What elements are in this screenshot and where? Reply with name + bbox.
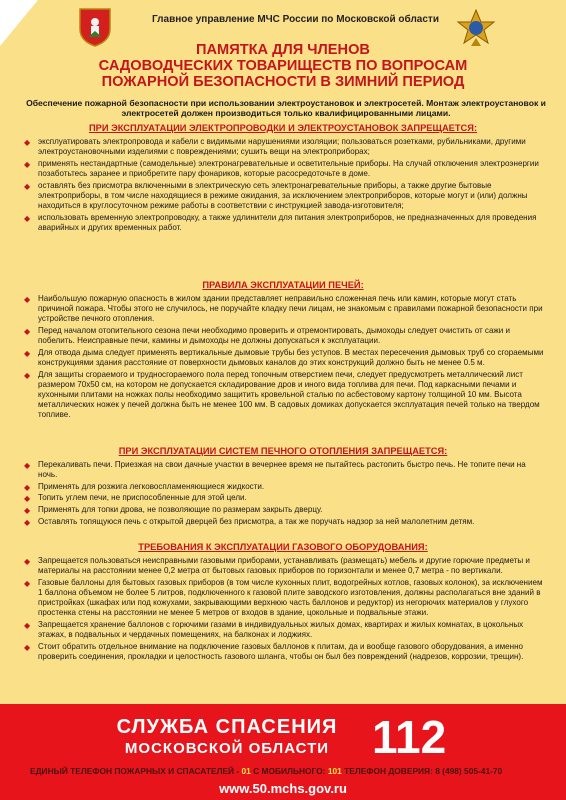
phone-main: 01 bbox=[241, 766, 251, 776]
bullet-icon: ◆ bbox=[24, 213, 31, 223]
list-electrical bbox=[22, 137, 546, 234]
website-link[interactable]: www.50.mchs.gov.ru bbox=[219, 781, 347, 796]
title-line: ПОЖАРНОЙ БЕЗОПАСНОСТИ В ЗИМНИЙ ПЕРИОД bbox=[101, 74, 465, 90]
list-item: ◆ применять нестандартные (самодельные) электронагревательные и осветительные приборы. На случай отключения электроэнергии позаботьтесь заранее и приобретите пару фонариков, которые расосредоточьте в доме. bbox=[24, 158, 539, 178]
phone-line bbox=[30, 766, 550, 776]
bullet-icon: ◆ bbox=[24, 327, 31, 336]
mobile-label: С МОБИЛЬНОГО: bbox=[253, 766, 326, 776]
bullet-icon: ◆ bbox=[24, 621, 31, 630]
emergency-number: 112 bbox=[372, 711, 447, 763]
bullet-icon: ◆ bbox=[24, 461, 31, 470]
bullet-icon: ◆ bbox=[24, 295, 31, 304]
section-title-gas: ТРЕБОВАНИЯ К ЭКСПЛУАТАЦИИ ГАЗОВОГО ОБОРУДОВАНИЯ: bbox=[138, 542, 428, 552]
bullet-icon: ◆ bbox=[24, 159, 31, 169]
corner-decoration bbox=[0, 0, 38, 46]
list-item: ◆ Стоит обратить отдельное внимание на подключение газовых баллонов к плитам, да и вообще газового оборудования, а именно проверить соединения, прокладки и целостность газового шланга, чтобы он был без повреждений (надрезов, коррозии, трещин). bbox=[24, 641, 524, 661]
moscow-region-coat-of-arms-icon bbox=[78, 7, 112, 47]
list-item: ◆ Для защиты сгораемого и трудносгораемого пола перед топочным отверстием печи, следует предусмотреть металлический лист размером 70х50 см, на котором не допускается складирование дров и иного вида топлива для печи. Под каркасными печами и кухонными плитами на ножках полы необходимо защитить кровельной сталью по асбестовому картону толщиной 10 мм. Высота металлических ножек у печей должна быть не менее 100 мм. В садовых домиках допускается эксплуатация печей только на твердом топливе. bbox=[24, 369, 540, 420]
title-line: ПАМЯТКА ДЛЯ ЧЛЕНОВ bbox=[196, 42, 370, 58]
list-item: ◆ Топить углем печи, не приспособленные для этой цели. bbox=[24, 493, 247, 504]
bullet-icon: ◆ bbox=[24, 557, 31, 566]
list-item: ◆ Перед началом отопительного сезона печи необходимо проверить и отремонтировать, дымоходы следует очистить от сажи и побелить. Неисправные печи, камины и дымоходы не должны допускаться к эксплуатации. bbox=[24, 326, 511, 346]
bullet-icon: ◆ bbox=[24, 517, 31, 527]
bullet-icon: ◆ bbox=[24, 578, 31, 588]
trust-number: 8 (498) 505-41-70 bbox=[435, 766, 503, 776]
list-item: ◆ Применять для розжига легковоспламеняющиеся жидкости. bbox=[24, 481, 265, 492]
phone-label: ЕДИНЫЙ ТЕЛЕФОН ПОЖАРНЫХ И СПАСАТЕЛЕЙ - bbox=[30, 766, 240, 776]
list-item: ◆ Перекаливать печи. Приезжая на свои дачные участки в вечернее время не пытайтесь растопить быстро печь. Не топите печи на ночь. bbox=[24, 460, 526, 480]
rescue-service-banner bbox=[0, 704, 566, 800]
intro-text: Обеспечение пожарной безопасности при использовании электроустановок и электросетей. Монтаж электроустановок и электросетей должен производиться только квалифицированными лицами. bbox=[26, 98, 546, 118]
list-item: ◆ Для отвода дыма следует применять вертикальные дымовые трубы без уступов. В местах пересечения дымовых труб со сгораемыми конструкциями здания расстояние от поверхности дымовых каналов до этих конструкций должно быть не менее 0.5 м. bbox=[24, 347, 544, 367]
list-item: ◆ Применять для топки дрова, не позволяющие по размерам закрыть дверцу. bbox=[24, 504, 323, 515]
bullet-icon: ◆ bbox=[24, 482, 31, 492]
banner-line2: МОСКОВСКОЙ ОБЛАСТИ bbox=[124, 740, 330, 757]
list-item: ◆ эксплуатировать электропровода и кабели с видимыми нарушениями изоляции; пользоваться розетками, рубильниками, другими электроустановочными изделиями с повреждениями; сушить вещи на электроприборах; bbox=[24, 137, 526, 157]
list-item: ◆ Запрещается хранение баллонов с горючими газами в индивидуальных жилых домах, квартирах и жилых комнатах, в цокольных этажах, в подвальных и чердачных помещениях, на балконах и лоджиях. bbox=[24, 620, 524, 640]
list-item: ◆ Запрещается пользоваться неисправными газовыми приборами, устанавливать (размещать) мебель и другие горючие предметы и материалы на расстоянии менее 0,2 метра от бытовых газовых приборов по горизонтали и менее 0,7 метра - по вертикали. bbox=[24, 556, 530, 576]
list-stoves bbox=[22, 294, 546, 422]
section-title-electrical: ПРИ ЭКСПЛУАТАЦИИ ЭЛЕКТРОПРОВОДКИ И ЭЛЕКТРОУСТАНОВОК ЗАПРЕЩАЕТСЯ: bbox=[88, 123, 478, 133]
title-line: САДОВОДЧЕСКИХ ТОВАРИЩЕСТВ ПО ВОПРОСАМ bbox=[98, 58, 468, 74]
bullet-icon: ◆ bbox=[24, 138, 31, 147]
list-item: ◆ Газовые баллоны для бытовых газовых приборов (в том числе кухонных плит, водогрейных котлов, газовых колонок), за исключением 1 баллона объемом не более 5 литров, подключенного к газовой плите заводского изготовления, должны располагаться вне зданий в пристройках (шкафах или под кожухами, закрывающими верхнюю часть баллонов и редуктор) из негорючих материалов у глухого простенка стены на расстоянии не менее 5 метров от входов в здание, цокольные и подвальные этажи. bbox=[24, 577, 543, 618]
section-title-stoves: ПРАВИЛА ЭКСПЛУАТАЦИИ ПЕЧЕЙ: bbox=[202, 280, 364, 290]
list-gas bbox=[22, 556, 546, 664]
list-heating bbox=[22, 460, 546, 528]
bullet-icon: ◆ bbox=[24, 181, 31, 191]
page-title bbox=[40, 42, 526, 90]
list-item: ◆ использовать временную электропроводку, а также удлинители для питания электроприборов, не предназначенных для проведения аварийных и других временных работ. bbox=[24, 212, 537, 232]
bullet-icon: ◆ bbox=[24, 370, 31, 380]
bullet-icon: ◆ bbox=[24, 505, 31, 515]
mobile-number: 101 bbox=[327, 766, 342, 776]
banner-line1: СЛУЖБА СПАСЕНИЯ bbox=[116, 716, 338, 738]
list-item: ◆ оставлять без присмотра включенными в электрическую сеть электронагревательные приборы, а также другие бытовые электроприборы, в том числе находящиеся в режиме ожидания, за исключением электроприборов, которые могут и (или) должны находиться в круглосуточном режиме работы в соответствии с инструкцией завода-изготовителя; bbox=[24, 180, 528, 210]
list-item: ◆ Оставлять топящуюся печь с открытой дверцей без присмотра, а так же поручать надзор за ней малолетним детям. bbox=[24, 516, 475, 527]
list-item: ◆ Наибольшую пожарную опасность в жилом здании представляет неправильно сложенная печь или камин, которые могут стать причиной пожара. Чтобы этого не случилось, не поручайте кладку печи лицам, не знакомым с правилами пожарной безопасности при устройстве печного отопления. bbox=[24, 294, 543, 324]
organization-name: Главное управление МЧС России по Московской области bbox=[152, 14, 439, 25]
bullet-icon: ◆ bbox=[24, 348, 31, 358]
bullet-icon: ◆ bbox=[24, 494, 31, 504]
section-title-heating: ПРИ ЭКСПЛУАТАЦИИ СИСТЕМ ПЕЧНОГО ОТОПЛЕНИЯ ЗАПРЕЩАЕТСЯ: bbox=[118, 446, 448, 456]
bullet-icon: ◆ bbox=[24, 642, 31, 652]
trust-label: ТЕЛЕФОН ДОВЕРИЯ: bbox=[344, 766, 433, 776]
